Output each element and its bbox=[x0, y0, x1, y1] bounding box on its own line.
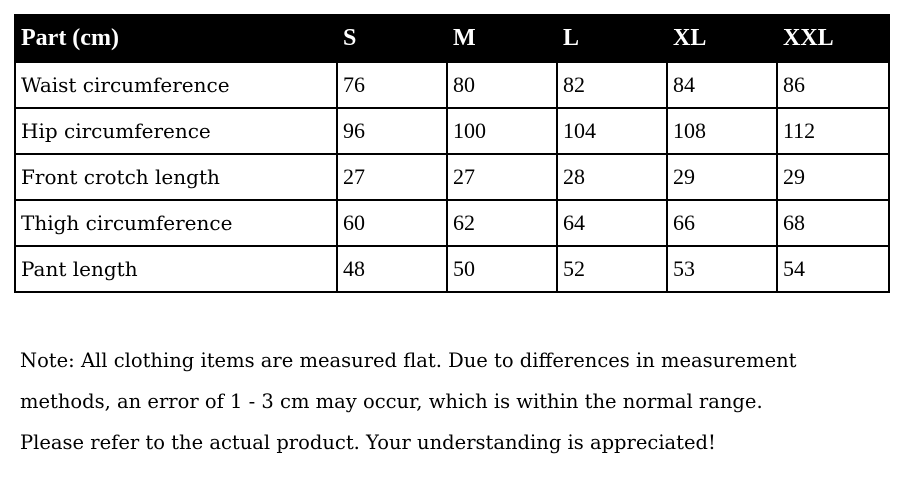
note-line: Note: All clothing items are measured flat. Due to differences in measurement bbox=[20, 349, 797, 372]
table-cell: 29 bbox=[667, 154, 777, 200]
row-part-label: Pant length bbox=[15, 246, 337, 292]
table-cell: 60 bbox=[337, 200, 447, 246]
table-cell: 48 bbox=[337, 246, 447, 292]
table-cell: 104 bbox=[557, 108, 667, 154]
note-line: methods, an error of 1 - 3 cm may occur, which is within the normal range. bbox=[20, 390, 763, 413]
measurement-note bbox=[20, 340, 890, 463]
table-cell: 62 bbox=[447, 200, 557, 246]
header-size-m: M bbox=[447, 15, 557, 62]
table-cell: 27 bbox=[447, 154, 557, 200]
table-cell: 76 bbox=[337, 62, 447, 108]
header-size-l: L bbox=[557, 15, 667, 62]
table-row bbox=[15, 108, 889, 154]
table-cell: 96 bbox=[337, 108, 447, 154]
header-size-s: S bbox=[337, 15, 447, 62]
header-part: Part (cm) bbox=[15, 15, 337, 62]
table-cell: 64 bbox=[557, 200, 667, 246]
table-cell: 80 bbox=[447, 62, 557, 108]
header-size-xl: XL bbox=[667, 15, 777, 62]
table-cell: 27 bbox=[337, 154, 447, 200]
table-cell: 53 bbox=[667, 246, 777, 292]
table-cell: 29 bbox=[777, 154, 889, 200]
table-cell: 82 bbox=[557, 62, 667, 108]
table-cell: 86 bbox=[777, 62, 889, 108]
table-cell: 52 bbox=[557, 246, 667, 292]
table-cell: 84 bbox=[667, 62, 777, 108]
table-row bbox=[15, 200, 889, 246]
table-cell: 28 bbox=[557, 154, 667, 200]
row-part-label: Hip circumference bbox=[15, 108, 337, 154]
table-cell: 68 bbox=[777, 200, 889, 246]
table-cell: 112 bbox=[777, 108, 889, 154]
row-part-label: Thigh circumference bbox=[15, 200, 337, 246]
table-row bbox=[15, 62, 889, 108]
table-header-row bbox=[15, 15, 889, 62]
table-row bbox=[15, 154, 889, 200]
header-size-xxl: XXL bbox=[777, 15, 889, 62]
table-cell: 66 bbox=[667, 200, 777, 246]
row-part-label: Waist circumference bbox=[15, 62, 337, 108]
row-part-label: Front crotch length bbox=[15, 154, 337, 200]
table-row bbox=[15, 246, 889, 292]
table-cell: 108 bbox=[667, 108, 777, 154]
size-chart-table bbox=[14, 14, 890, 293]
table-cell: 100 bbox=[447, 108, 557, 154]
note-line: Please refer to the actual product. Your understanding is appreciated! bbox=[20, 431, 716, 454]
table-cell: 54 bbox=[777, 246, 889, 292]
table-cell: 50 bbox=[447, 246, 557, 292]
